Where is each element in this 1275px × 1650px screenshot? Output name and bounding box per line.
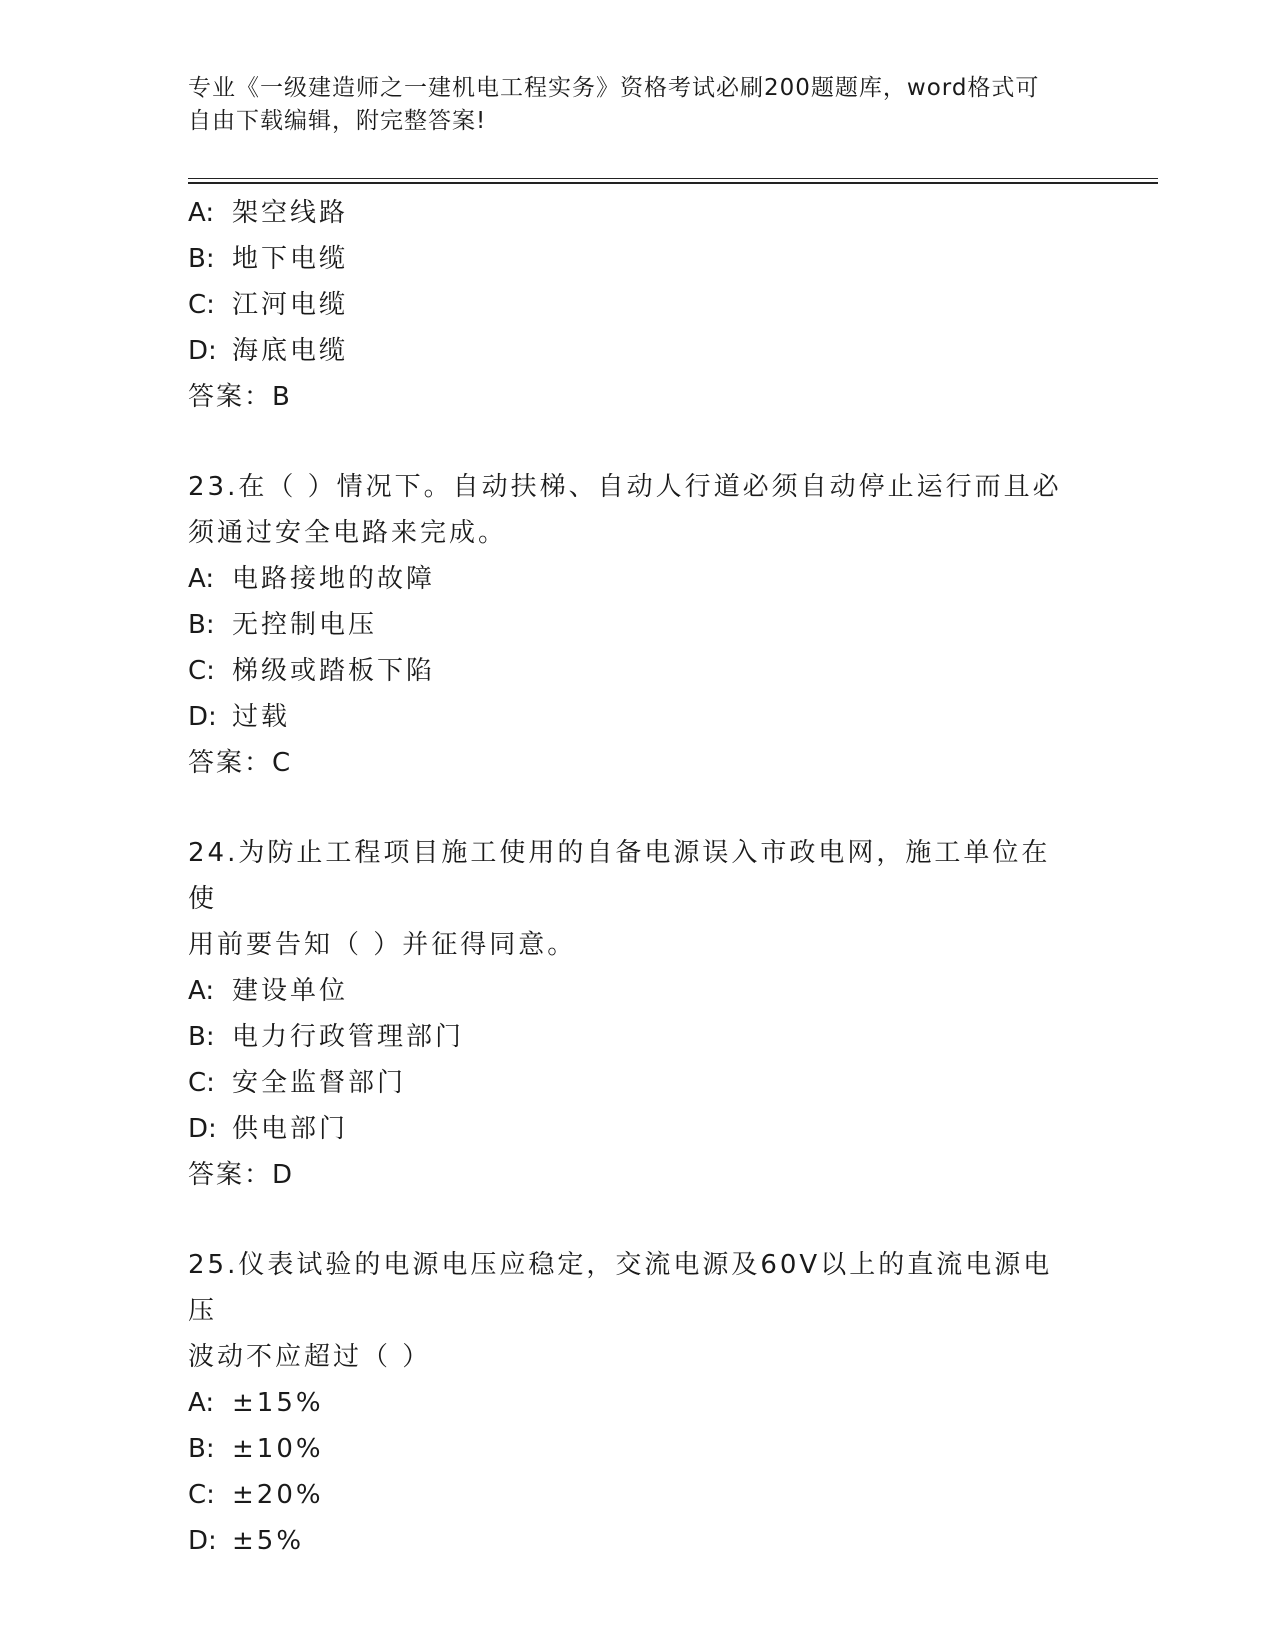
option-text: 梯级或踏板下陷 bbox=[232, 656, 436, 686]
option-letter: C: bbox=[188, 656, 215, 686]
option-letter: D: bbox=[188, 336, 217, 366]
option-b bbox=[188, 236, 1088, 282]
option-letter: A: bbox=[188, 198, 215, 228]
header-line-1: 专业《一级建造师之一建机电工程实务》资格考试必刷200题题库，word格式可 bbox=[188, 75, 1040, 101]
question-line-2: 用前要告知（ ）并征得同意。 bbox=[188, 930, 577, 960]
option-text: 电路接地的故障 bbox=[232, 564, 436, 594]
option-a bbox=[188, 190, 1088, 236]
question-stem bbox=[188, 1242, 1068, 1380]
answer-line: 答案：C bbox=[188, 748, 293, 778]
option-c bbox=[188, 648, 1088, 694]
question-line-2: 须通过安全电路来完成。 bbox=[188, 518, 508, 548]
document-header bbox=[188, 72, 1078, 138]
option-letter: B: bbox=[188, 610, 215, 640]
question-stem bbox=[188, 830, 1068, 968]
question-block-25 bbox=[188, 1242, 1088, 1564]
option-text: 海底电缆 bbox=[232, 336, 349, 366]
option-letter: D: bbox=[188, 1526, 217, 1556]
option-b bbox=[188, 602, 1088, 648]
option-d bbox=[188, 1518, 1088, 1564]
option-c bbox=[188, 1060, 1088, 1106]
option-text: ±15% bbox=[232, 1388, 324, 1418]
option-text: 无控制电压 bbox=[232, 610, 378, 640]
option-text: 供电部门 bbox=[232, 1114, 349, 1144]
option-b bbox=[188, 1014, 1088, 1060]
option-letter: D: bbox=[188, 702, 217, 732]
header-divider bbox=[188, 178, 1158, 184]
option-letter: A: bbox=[188, 1388, 215, 1418]
question-stem bbox=[188, 464, 1068, 556]
option-a bbox=[188, 968, 1088, 1014]
option-text: ±10% bbox=[232, 1434, 324, 1464]
option-a bbox=[188, 1380, 1088, 1426]
answer-line: 答案：D bbox=[188, 1160, 295, 1190]
option-letter: C: bbox=[188, 290, 215, 320]
option-letter: A: bbox=[188, 564, 215, 594]
option-text: 过载 bbox=[232, 702, 291, 732]
question-list bbox=[188, 190, 1088, 1564]
option-d bbox=[188, 328, 1088, 374]
question-block-24 bbox=[188, 830, 1088, 1198]
option-d bbox=[188, 1106, 1088, 1152]
option-d bbox=[188, 694, 1088, 740]
option-text: 电力行政管理部门 bbox=[232, 1022, 465, 1052]
option-letter: C: bbox=[188, 1068, 215, 1098]
option-letter: B: bbox=[188, 244, 215, 274]
option-a bbox=[188, 556, 1088, 602]
answer-line: 答案：B bbox=[188, 382, 292, 412]
option-letter: D: bbox=[188, 1114, 217, 1144]
option-letter: A: bbox=[188, 976, 215, 1006]
question-line-2: 波动不应超过（ ） bbox=[188, 1342, 432, 1372]
option-text: ±5% bbox=[232, 1526, 305, 1556]
option-letter: B: bbox=[188, 1434, 215, 1464]
option-text: 地下电缆 bbox=[232, 244, 349, 274]
option-letter: B: bbox=[188, 1022, 215, 1052]
question-line-1: 23.在（ ）情况下。自动扶梯、自动人行道必须自动停止运行而且必 bbox=[188, 472, 1062, 502]
option-text: 安全监督部门 bbox=[232, 1068, 407, 1098]
option-b bbox=[188, 1426, 1088, 1472]
option-text: 江河电缆 bbox=[232, 290, 349, 320]
option-text: ±20% bbox=[232, 1480, 324, 1510]
option-c bbox=[188, 282, 1088, 328]
question-line-1: 24.为防止工程项目施工使用的自备电源误入市政电网，施工单位在使 bbox=[188, 838, 1051, 914]
option-c bbox=[188, 1472, 1088, 1518]
question-block-23 bbox=[188, 464, 1088, 786]
question-block-22 bbox=[188, 190, 1088, 420]
header-line-2: 自由下载编辑，附完整答案! bbox=[188, 108, 487, 134]
option-text: 建设单位 bbox=[232, 976, 349, 1006]
option-text: 架空线路 bbox=[232, 198, 349, 228]
option-letter: C: bbox=[188, 1480, 215, 1510]
question-line-1: 25.仪表试验的电源电压应稳定，交流电源及60V以上的直流电源电压 bbox=[188, 1250, 1053, 1326]
